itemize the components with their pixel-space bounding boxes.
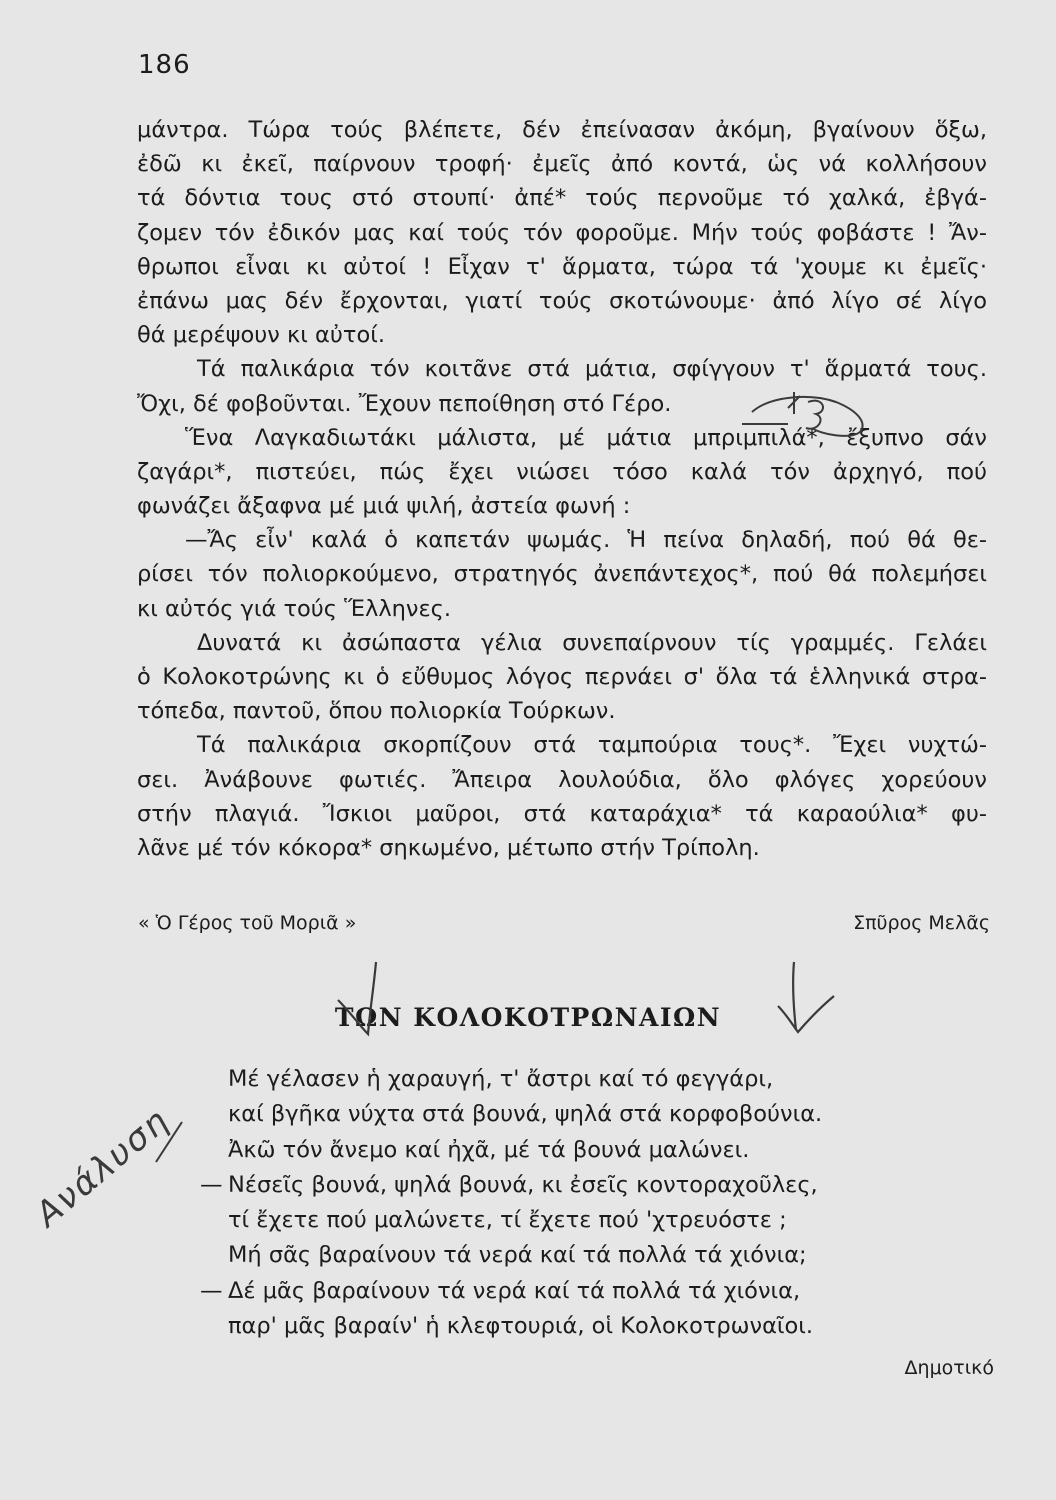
prose-line: θρωποι εἶναι κι αὐτοί ! Εἶχαν τ' ἅρματα, τώρα τά 'χουμε κι ἐμεῖς·: [137, 253, 987, 280]
prose-line: —Ἄς εἶν' καλά ὁ καπετάν ψωμάς. Ἡ πείνα δηλαδή, πού θά θε-: [185, 527, 987, 554]
poem: [200, 1062, 960, 1344]
page-number: 186: [138, 50, 191, 80]
prose-line: ἐπάνω μας δέν ἔρχονται, γιατί τούς σκοτώνουμε· ἀπό λίγο σέ λίγο: [137, 287, 987, 314]
margin-word-handwriting: [27, 1100, 178, 1236]
source-citation: [138, 912, 990, 934]
poem-line: Ἀκῶ τόν ἄνεμο καί ἠχᾶ, μέ τά βουνά μαλώνει.: [228, 1136, 750, 1163]
poem-line: — Νέσεῖς βουνά, ψηλά βουνά, κι ἐσεῖς κοντοραχοῦλες,: [200, 1171, 818, 1198]
prose-line: λᾶνε μέ τόν κόκορα* σηκωμένο, μέτωπο στήν Τρίπολη.: [137, 834, 760, 861]
prose-line: ζομεν τόν ἐδικόν μας καί τούς τόν φοροῦμε. Μήν τούς φοβάστε ! Ἄν-: [137, 219, 987, 246]
margin-bracket: [156, 1122, 182, 1162]
prose-line: Τά παλικάρια σκορπίζουν στά ταμπούρια τους*. Ἔχει νυχτώ-: [197, 732, 987, 759]
svg-text:Ανάλυση: Ανάλυση: [28, 1100, 178, 1235]
source-work: « Ὁ Γέρος τοῦ Μοριᾶ »: [138, 912, 357, 934]
prose-line: τόπεδα, παντοῦ, ὅπου πολιορκία Τούρκων.: [137, 698, 616, 725]
prose-line: τά δόντια τους στό στουπί· ἀπέ* τούς περνοῦμε τό χαλκά, ἐβγά-: [137, 185, 987, 212]
prose-line: θά μερέψουν κι αὐτοί.: [137, 322, 385, 349]
prose-text: [137, 113, 987, 865]
prose-line: μάντρα. Τώρα τούς βλέπετε, δέν ἐπείνασαν ἀκόμη, βγαίνουν ὅξω,: [137, 117, 987, 143]
poem-line: Μέ γέλασεν ἡ χαραυγή, τ' ἄστρι καί τό φεγγάρι,: [228, 1066, 774, 1092]
poem-line: καί βγῆκα νύχτα στά βουνά, ψηλά στά κορφοβούνια.: [228, 1101, 823, 1128]
source-author: Σπῦρος Μελᾶς: [853, 912, 990, 934]
prose-line: στήν πλαγιά. Ἴσκιοι μαῦροι, στά καταράχια* τά καραούλια* φυ-: [137, 800, 987, 827]
prose-line: κι αὐτός γιά τούς Ἕλληνες.: [137, 595, 452, 622]
poem-title: ΤΩΝ ΚΟΛΟΚΟΤΡΩΝΑΙΩΝ: [334, 1003, 722, 1032]
poem-line: τί ἔχετε πού μαλώνετε, τί ἔχετε πού 'χτρευόστε ;: [228, 1207, 787, 1234]
poem-line: παρ' μᾶς βαραίν' ἡ κλεφτουριά, οἱ Κολοκοτρωναῖοι.: [228, 1313, 814, 1340]
prose-line: Ἕνα Λαγκαδιωτάκι μάλιστα, μέ μάτια μπριμπιλά*, ἔξυπνο σάν: [185, 424, 987, 451]
prose-line: φωνάζει ἄξαφνα μέ μιά ψιλή, ἀστεία φωνή :: [137, 493, 631, 520]
prose-line: ὁ Κολοκοτρώνης κι ὁ εὔθυμος λόγος περνάει σ' ὅλα τά ἑλληνικά στρα-: [137, 664, 987, 690]
prose-line: σει. Ἀνάβουνε φωτιές. Ἄπειρα λουλούδια, ὅλο φλόγες χορεύουν: [137, 766, 987, 793]
genre-label: Δημοτικό: [904, 1357, 994, 1379]
prose-line: Ὄχι, δέ φοβοῦνται. Ἔχουν πεποίθηση στό Γέρο.: [137, 390, 672, 417]
prose-line: ρίσει τόν πολιορκούμενο, στρατηγός ἀνεπάντεχος*, πού θά πολεμήσει: [137, 561, 987, 588]
prose-line: ἐδῶ κι ἐκεῖ, παίρνουν τροφή· ἐμεῖς ἀπό κοντά, ὡς νά κολλήσουν: [137, 151, 987, 178]
poem-line: — Δέ μᾶς βαραίνουν τά νερά καί τά πολλά τά χιόνια,: [200, 1277, 801, 1304]
prose-line: Δυνατά κι ἀσώπαστα γέλια συνεπαίρνουν τίς γραμμές. Γελάει: [197, 629, 987, 656]
prose-line: ζαγάρι*, πιστεύει, πώς ἔχει νιώσει τόσο καλά τόν ἀρχηγό, πού: [137, 458, 987, 485]
prose-line: Τά παλικάρια τόν κοιτᾶνε στά μάτια, σφίγγουν τ' ἅρματά τους.: [197, 356, 987, 383]
poem-line: Μή σᾶς βαραίνουν τά νερά καί τά πολλά τά χιόνια;: [228, 1242, 807, 1269]
